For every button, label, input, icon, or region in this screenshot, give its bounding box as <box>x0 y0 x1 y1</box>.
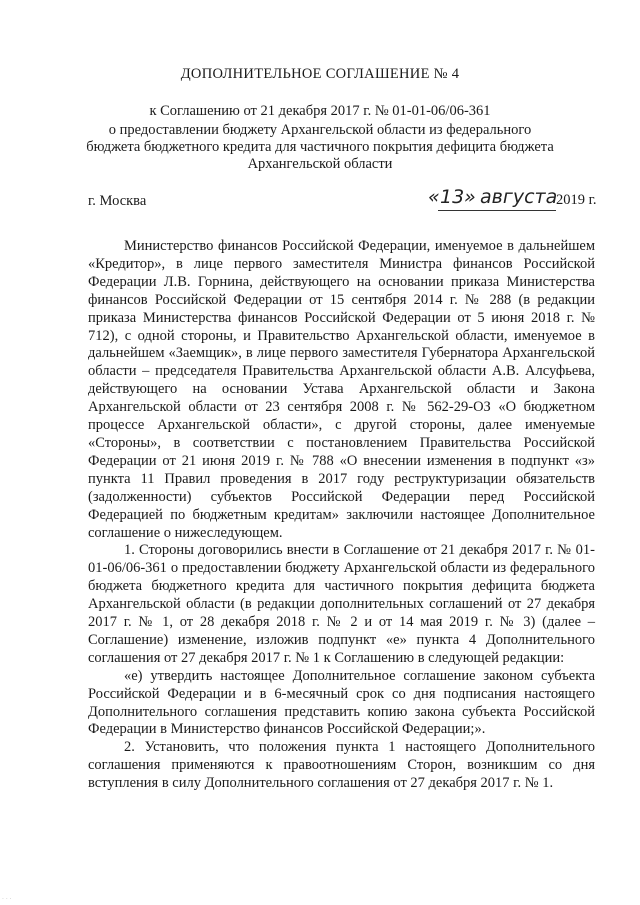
paragraph-parties: Министерство финансов Российской Федерации, именуемое в дальнейшем «Кредитор», в лице первого заместителя Министра финансов Российской Федерации Л.В. Горнина, действующего на основании приказа Министерства финансов Российской Федерации от 15 сентября 2014 г. № 288 (в редакции приказа Министерства финансов Российской Федерации от 5 июня 2018 г. № 712), с одной стороны, и Правительство Архангельской области, именуемое в дальнейшем «Заемщик», в лице первого заместителя Губернатора Архангельской области – председателя Правительства Архангельской области А.В. Алсуфьева, действующего на основании Устава Архангельской области и Закона Архангельской области от 23 сентября 2008 г. № 562-29-ОЗ «О бюджетном процессе Архангельской области», с другой стороны, далее именуемые «Стороны», в соответствии с постановлением Правительства Российской Федерации от 21 июня 2019 г. № 788 «О внесении изменения в подпункт «з» пункта 11 Правил проведения в 2017 году реструктуризации обязательств (задолженности) субъектов Российской Федерации перед Российской Федерацией по бюджетным кредитам» заключили настоящее Дополнительное соглашение о нижеследующем. <box>88 238 595 541</box>
paragraph-quoted-subpoint: «е) утвердить настоящее Дополнительное соглашение законом субъекта Российской Федерации и в 6-месячный срок со дня подписания настоящего Дополнительного соглашения представить копию закона субъекта Российской Федерации в Министерство финансов Российской Федерации;». <box>88 667 595 738</box>
paragraph-clause-2: 2. Установить, что положения пункта 1 настоящего Дополнительного соглашения применяются к правоотношениям Сторон, возникшим со дня вступления в силу Дополнительного соглашения от 27 декабря 2017 г. № 1. <box>88 739 595 792</box>
subtitle-line: о предоставлении бюджету Архангельской области из федерального <box>108 122 532 138</box>
scan-artifact: · · · <box>2 896 12 903</box>
paragraph-clause-1: 1. Стороны договорились внести в Соглашение от 21 декабря 2017 г. № 01-01-06/06-361 о предоставлении бюджету Архангельской области из федерального бюджета бюджетного кредита для частичного покрытия дефицита бюджета Архангельской области (в редакции дополнительных соглашений от 27 декабря 2017 г. № 1, от 28 декабря 2018 г. № 2 и от 14 мая 2019 г. № 3) (далее – Соглашение) изменение, изложив подпункт «е» пункта 4 Дополнительного соглашения от 27 декабря 2017 г. № 1 к Соглашению в следующей редакции: <box>88 542 595 666</box>
document-title: ДОПОЛНИТЕЛЬНОЕ СОГЛАШЕНИЕ № 4 <box>180 66 460 82</box>
signing-date <box>428 178 608 218</box>
subtitle-line: к Соглашению от 21 декабря 2017 г. № 01-01-06/06-361 <box>149 103 491 119</box>
date-month-handwritten: августа <box>480 186 558 208</box>
date-year: 2019 г. <box>556 192 597 208</box>
subtitle-line: Архангельской области <box>247 156 393 172</box>
date-close-quote: » <box>464 186 476 208</box>
date-day-handwritten: 13 <box>440 186 465 208</box>
document-body <box>88 238 595 793</box>
date-underline <box>438 210 556 211</box>
subtitle-line: бюджета бюджетного кредита для частичного покрытия дефицита бюджета <box>86 139 554 155</box>
city-label: г. Москва <box>88 193 147 209</box>
date-open-quote: « <box>428 186 440 208</box>
document-subtitle <box>70 103 570 173</box>
